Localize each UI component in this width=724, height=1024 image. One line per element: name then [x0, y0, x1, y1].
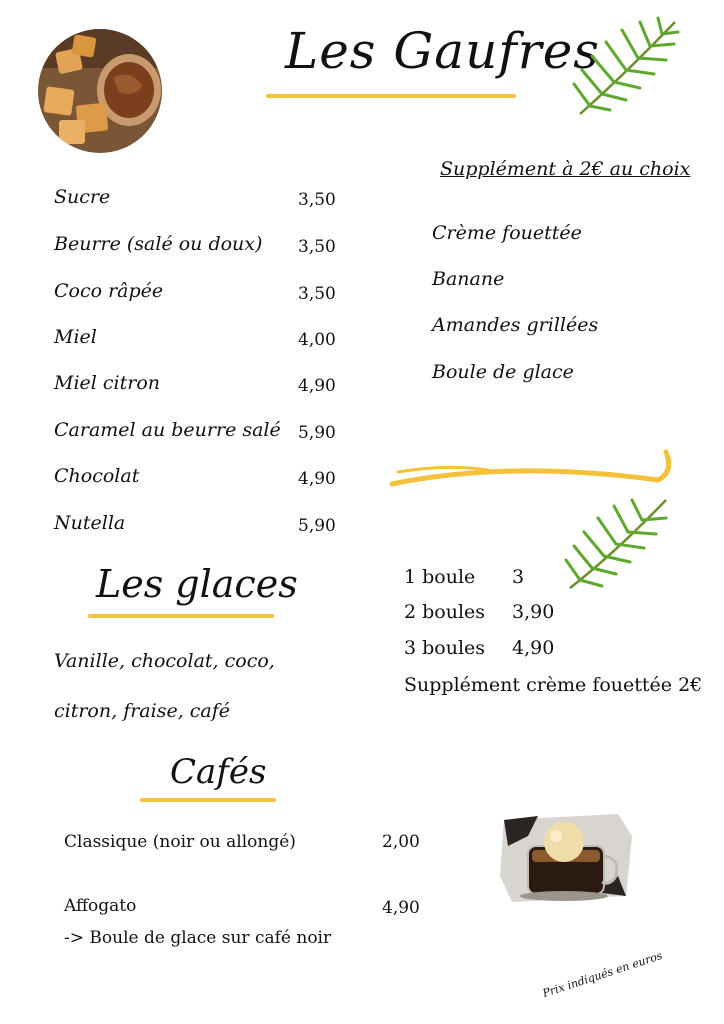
gaufre-price: 3,50	[298, 190, 336, 210]
gaufre-name: Miel	[54, 326, 97, 348]
supplement-title: Supplément à 2€ au choix	[440, 158, 691, 180]
brush-stroke-decoration	[388, 446, 680, 492]
palm-leaf-icon	[562, 496, 670, 596]
glace-size-label: 3 boules	[404, 637, 486, 659]
cafe-description: -> Boule de glace sur café noir	[64, 928, 332, 948]
gaufre-price: 4,90	[298, 469, 336, 489]
gaufre-name: Sucre	[54, 186, 111, 208]
cafes-title: Cafés	[170, 752, 267, 792]
cafe-name: Classique (noir ou allongé)	[64, 832, 296, 852]
glaces-title: Les glaces	[96, 562, 298, 606]
gaufre-name: Nutella	[54, 512, 126, 534]
supplement-item: Banane	[432, 268, 505, 290]
price-note: Prix indiqués en euros	[541, 948, 664, 1001]
gaufre-price: 5,90	[298, 423, 336, 443]
page-title: Les Gaufres	[285, 22, 600, 80]
title-underline	[266, 94, 516, 98]
glace-size-label: 1 boule	[404, 566, 476, 588]
cafe-price: 2,00	[382, 832, 420, 852]
supplement-item: Crème fouettée	[432, 222, 582, 244]
glaces-underline	[88, 614, 274, 618]
cafe-price: 4,90	[382, 898, 420, 918]
supplement-item: Boule de glace	[432, 361, 574, 383]
palm-leaf-icon	[570, 14, 680, 118]
cafes-underline	[140, 798, 276, 802]
gaufre-name: Chocolat	[54, 465, 140, 487]
gaufre-name: Miel citron	[54, 372, 161, 394]
glace-size-price: 4,90	[512, 637, 555, 659]
glace-size-label: 2 boules	[404, 601, 486, 623]
glace-supplement: Supplément crème fouettée 2€	[404, 674, 703, 696]
supplement-item: Amandes grillées	[432, 314, 599, 336]
glaces-flavors: Vanille, chocolat, coco,	[54, 650, 275, 672]
affogato-image	[498, 806, 634, 904]
gaufre-name: Caramel au beurre salé	[54, 419, 281, 441]
gaufre-price: 3,50	[298, 237, 336, 257]
caramel-image	[37, 28, 163, 154]
gaufre-price: 3,50	[298, 284, 336, 304]
gaufre-name: Beurre (salé ou doux)	[54, 233, 263, 255]
gaufre-price: 5,90	[298, 516, 336, 536]
gaufre-price: 4,90	[298, 376, 336, 396]
glaces-flavors: citron, fraise, café	[54, 700, 231, 722]
gaufre-price: 4,00	[298, 330, 336, 350]
cafe-name: Affogato	[64, 896, 137, 916]
glace-size-price: 3	[512, 566, 525, 588]
gaufre-name: Coco râpée	[54, 280, 164, 302]
glace-size-price: 3,90	[512, 601, 555, 623]
